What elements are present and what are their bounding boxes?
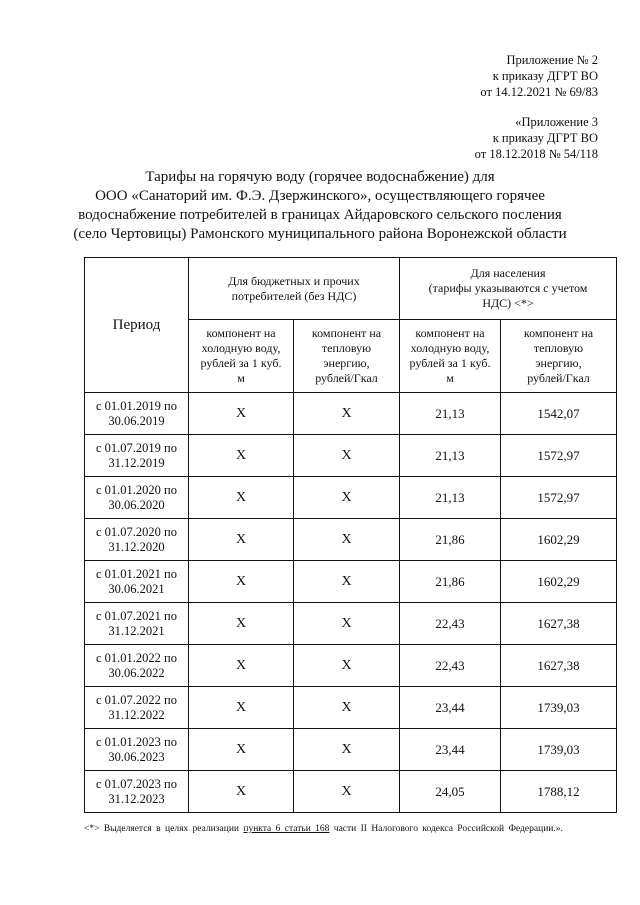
- budget-heat-cell: Х: [294, 519, 400, 561]
- table-row: [85, 771, 617, 813]
- period-to: 30.06.2022: [108, 665, 165, 680]
- budget-cold-cell: Х: [189, 393, 294, 435]
- table-row: [85, 561, 617, 603]
- budget-cold-water-header: [189, 320, 294, 393]
- population-cold-water-header: [400, 320, 501, 393]
- table-row: [85, 477, 617, 519]
- budget-heat-cell: Х: [294, 477, 400, 519]
- table-row: [85, 435, 617, 477]
- period-cell: [85, 771, 189, 813]
- footnote: [84, 823, 614, 836]
- budget-heat-cell: Х: [294, 603, 400, 645]
- header-line: НДС) <*>: [482, 296, 534, 310]
- table-row: [85, 729, 617, 771]
- period-from: с 01.01.2022 по: [96, 650, 177, 665]
- table-row: [85, 603, 617, 645]
- budget-cold-cell: Х: [189, 435, 294, 477]
- period-from: с 01.01.2021 по: [96, 566, 177, 581]
- period-cell: [85, 729, 189, 771]
- population-cold-cell: 23,44: [400, 729, 501, 771]
- table-row: [85, 519, 617, 561]
- budget-cold-cell: Х: [189, 771, 294, 813]
- population-cold-cell: 21,13: [400, 435, 501, 477]
- footnote-text: части II Налогового кодекса Российской Федерации.».: [333, 824, 563, 834]
- document-title: [60, 168, 580, 244]
- budget-heat-cell: Х: [294, 771, 400, 813]
- population-heat-cell: 1627,38: [501, 645, 617, 687]
- annex-reference-current: [480, 52, 598, 100]
- period-cell: [85, 645, 189, 687]
- title-line: водоснабжение потребителей в границах Айдаровского сельского посления: [78, 207, 562, 223]
- period-to: 31.12.2022: [108, 707, 165, 722]
- budget-cold-cell: Х: [189, 645, 294, 687]
- header-line: Для бюджетных и прочих: [228, 273, 360, 288]
- population-heat-cell: 1542,07: [501, 393, 617, 435]
- tax-code-link[interactable]: пункта 6 статьи 168: [243, 824, 330, 834]
- header-line: компонент на: [415, 326, 485, 340]
- budget-heat-cell: Х: [294, 561, 400, 603]
- period-from: с 01.07.2020 по: [96, 524, 177, 539]
- budget-cold-cell: Х: [189, 687, 294, 729]
- header-line: (тарифы указываются с учетом: [428, 281, 588, 295]
- header-line: энергию,: [535, 356, 582, 370]
- period-cell: [85, 435, 189, 477]
- population-heat-cell: 1602,29: [501, 561, 617, 603]
- period-to: 31.12.2019: [108, 455, 165, 470]
- table-row: [85, 393, 617, 435]
- header-line: тепловую: [321, 341, 372, 355]
- period-cell: [85, 561, 189, 603]
- title-line: (село Чертовицы) Рамонского муниципального района Воронежской области: [73, 226, 567, 242]
- period-cell: [85, 603, 189, 645]
- population-heat-cell: 1739,03: [501, 729, 617, 771]
- footnote-text: <*> Выделяется в целях реализации: [84, 824, 239, 834]
- budget-cold-cell: Х: [189, 603, 294, 645]
- period-to: 30.06.2023: [108, 749, 165, 764]
- period-from: с 01.07.2023 по: [96, 776, 177, 791]
- header-line: компонент на: [311, 326, 382, 340]
- population-cold-cell: 24,05: [400, 771, 501, 813]
- budget-heat-cell: Х: [294, 729, 400, 771]
- period-to: 30.06.2019: [108, 413, 165, 428]
- budget-heat-cell: Х: [294, 393, 400, 435]
- budget-heat-cell: Х: [294, 645, 400, 687]
- population-cold-cell: 23,44: [400, 687, 501, 729]
- period-to: 30.06.2021: [108, 581, 165, 596]
- population-heat-energy-header: [501, 320, 617, 393]
- population-cold-cell: 22,43: [400, 645, 501, 687]
- header-line: рублей/Гкал: [527, 371, 590, 385]
- table-row: [85, 687, 617, 729]
- budget-consumers-header: [189, 258, 400, 320]
- title-line: ООО «Санаторий им. Ф.Э. Дзержинского», осуществляющего горячее: [95, 188, 545, 204]
- header-line: тепловую: [533, 341, 584, 355]
- period-to: 31.12.2020: [108, 539, 165, 554]
- population-cold-cell: 21,86: [400, 561, 501, 603]
- budget-heat-cell: Х: [294, 435, 400, 477]
- annex-line: к приказу ДГРТ ВО: [492, 131, 598, 145]
- header-line: Для населения: [470, 266, 546, 280]
- annex-line: от 18.12.2018 № 54/118: [474, 147, 598, 161]
- header-line: потребителей (без НДС): [231, 288, 357, 303]
- header-line: компонент на: [523, 326, 594, 340]
- budget-cold-cell: Х: [189, 729, 294, 771]
- period-cell: [85, 519, 189, 561]
- budget-heat-cell: Х: [294, 687, 400, 729]
- period-cell: [85, 687, 189, 729]
- population-cold-cell: 21,13: [400, 477, 501, 519]
- population-heat-cell: 1602,29: [501, 519, 617, 561]
- period-from: с 01.07.2022 по: [96, 692, 177, 707]
- budget-cold-cell: Х: [189, 561, 294, 603]
- period-cell: [85, 393, 189, 435]
- header-line: холодную воду,: [201, 341, 281, 355]
- population-heat-cell: 1572,97: [501, 435, 617, 477]
- population-header: [400, 258, 617, 320]
- header-line: энергию,: [323, 356, 370, 370]
- header-line: рублей за 1 куб.: [200, 356, 282, 370]
- population-cold-cell: 21,86: [400, 519, 501, 561]
- title-line: Тарифы на горячую воду (горячее водоснабжение) для: [145, 169, 495, 185]
- period-to: 31.12.2021: [108, 623, 165, 638]
- annex-line: от 14.12.2021 № 69/83: [480, 85, 598, 99]
- annex-reference-previous: [475, 114, 598, 162]
- population-heat-cell: 1739,03: [501, 687, 617, 729]
- period-from: с 01.07.2021 по: [96, 608, 177, 623]
- header-line: рублей за 1 куб.: [409, 356, 491, 370]
- population-heat-cell: 1572,97: [501, 477, 617, 519]
- header-line: компонент на: [206, 326, 276, 340]
- budget-heat-energy-header: [294, 320, 400, 393]
- annex-line: «Приложение 3: [515, 115, 598, 129]
- budget-cold-cell: Х: [189, 477, 294, 519]
- annex-line: к приказу ДГРТ ВО: [492, 69, 598, 83]
- budget-cold-cell: Х: [189, 519, 294, 561]
- period-to: 30.06.2020: [108, 497, 165, 512]
- population-heat-cell: 1627,38: [501, 603, 617, 645]
- header-line: рублей/Гкал: [315, 371, 378, 385]
- period-from: с 01.07.2019 по: [96, 440, 177, 455]
- table-row: [85, 645, 617, 687]
- population-cold-cell: 21,13: [400, 393, 501, 435]
- period-from: с 01.01.2023 по: [96, 734, 177, 749]
- header-line: м: [237, 371, 245, 385]
- period-from: с 01.01.2019 по: [96, 398, 177, 413]
- period-header: Период: [85, 258, 189, 393]
- population-heat-cell: 1788,12: [501, 771, 617, 813]
- period-to: 31.12.2023: [108, 791, 165, 806]
- tariff-table: [84, 257, 617, 813]
- header-line: холодную воду,: [410, 341, 490, 355]
- period-cell: [85, 477, 189, 519]
- period-from: с 01.01.2020 по: [96, 482, 177, 497]
- header-line: м: [446, 371, 454, 385]
- annex-line: Приложение № 2: [506, 53, 598, 67]
- population-cold-cell: 22,43: [400, 603, 501, 645]
